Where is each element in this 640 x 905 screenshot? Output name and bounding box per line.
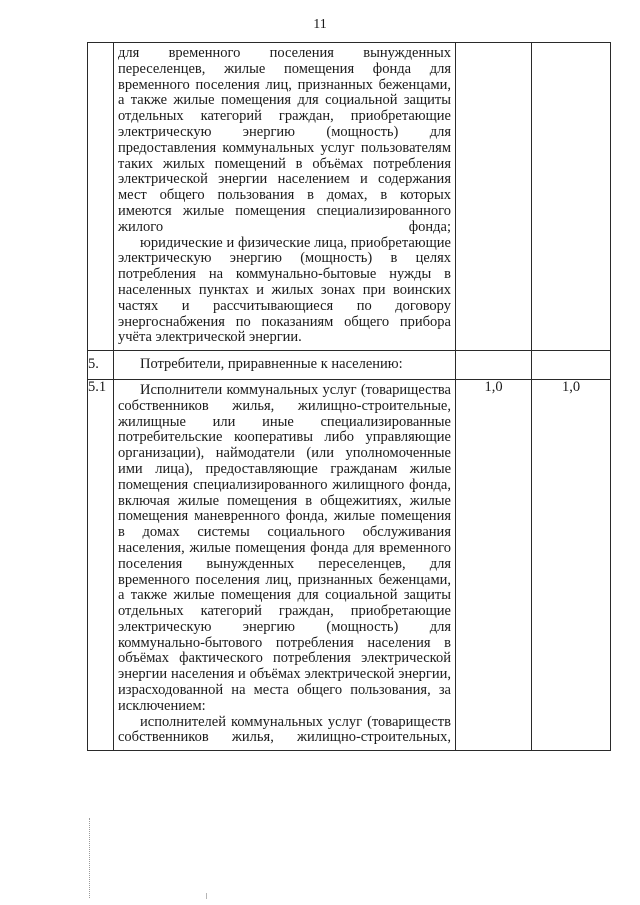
table-row (88, 351, 611, 380)
paragraph: исполнителей коммунальных услуг (товариществ собственников жилья, жилищно-строительных, (118, 713, 451, 746)
page-number: 11 (313, 17, 327, 32)
section-heading: Потребители, приравненные к населению: (140, 356, 403, 373)
paragraph: юридические и физические лица, приобретающие электрическую энергию (мощность) в целях потребления на коммунально-бытовые нужды в населенных пунктах и жилых зонах при воинских частях и рассчитывающиеся по договору энергоснабжения по показаниям общего прибора учёта электрической энергии. (118, 234, 451, 346)
row-number: 5. (88, 351, 114, 380)
value-cell (456, 351, 532, 380)
paragraph: для временного поселения вынужденных переселенцев, жилые помещения фонда для временного поселения лиц, признанных беженцами, а также жилые помещения для социальной защиты отдельных категорий граждан, приобретающие электрическую энергию (мощность) для предоставления коммунальных услуг пользователям таких жилых помещений в объёмах потребления электрической энергии населением и содержания мест общего пользования в домах, в которых имеются жилые помещения специализированного жилого фонда; (118, 45, 451, 235)
row-number (88, 43, 114, 351)
value-cell (456, 43, 532, 351)
tariff-table (87, 42, 611, 751)
row-description (114, 379, 456, 750)
coefficient-value: 1,0 (456, 379, 532, 750)
value-cell (532, 43, 611, 351)
scan-margin-dots (89, 818, 94, 898)
value-cell (532, 351, 611, 380)
paragraph: Исполнители коммунальных услуг (товарищества собственников жилья, жилищно-строительные, жилищные или иные специализированные потребительские кооперативы либо управляющие организации), наймодатели (или уполномоченные ими лица), предоставляющие гражданам жилые помещения специализированного жилищного фонда, включая жилые помещения в общежитиях, жилые помещения маневренного фонда, жилые помещения в домах системы социального обслуживания населения, жилые помещения фонда для временного поселения вынужденных переселенцев, для временного поселения лиц, признанных беженцами, а также жилые помещения для социальной защиты отдельных категорий граждан, приобретающие электрическую энергию (мощность) для коммунально-бытового потребления населения в объёмах фактического потребления электрической энергии населения и объёмах электрической энергии, израсходованной на места общего пользования, за исключением: (118, 381, 451, 714)
table-row (88, 379, 611, 750)
row-description (114, 43, 456, 351)
coefficient-value: 1,0 (532, 379, 611, 750)
row-description (114, 351, 456, 380)
table-row (88, 43, 611, 351)
row-number: 5.1 (88, 379, 114, 750)
scan-mark (206, 893, 210, 899)
